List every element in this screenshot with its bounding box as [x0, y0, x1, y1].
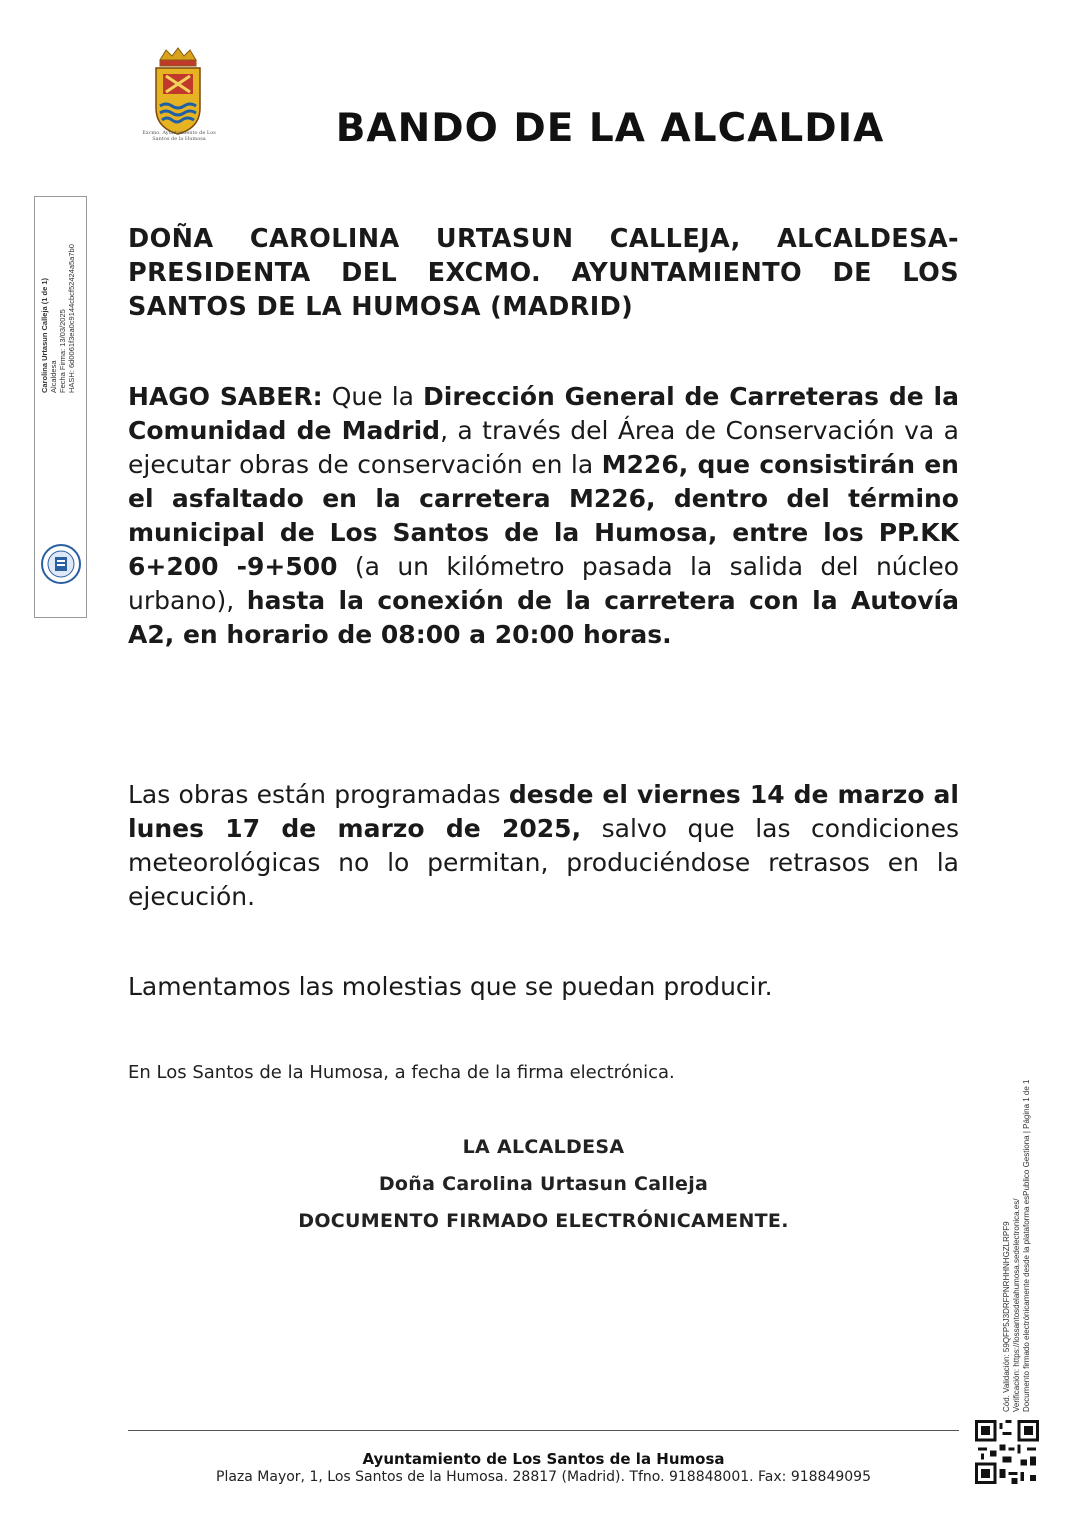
footer-address: Plaza Mayor, 1, Los Santos de la Humosa. 28817 (Madrid). Tfno. 918848001. Fax: 918849095 — [216, 1469, 871, 1485]
decree-heading: DOÑA CAROLINA URTASUN CALLEJA, ALCALDESA-PRESIDENTA DEL EXCMO. AYUNTAMIENTO DE LOS SANTOS DE LA HUMOSA (MADRID) — [128, 224, 959, 322]
obras-text-2: salvo que las condiciones meteorológicas no lo permitan, produciéndose retrasos en la ejecución. — [128, 814, 959, 911]
signature-stamp-date: Fecha Firma: 13/03/2025 — [58, 309, 67, 393]
signature-stamp-box — [34, 196, 87, 618]
crest-caption: Excmo. Ayuntamiento de Los Santos de la Humosa — [142, 130, 216, 142]
hago-text-1: Que la — [322, 382, 424, 411]
validation-code: Cód. Validación: 59QFP5J3DRFPNRHHNHGZLRPF9 — [1002, 1221, 1011, 1412]
validation-side-text — [1002, 952, 1032, 1412]
validation-url: Verificación: https://lossantosdelahumosa.sedelectronica.es/ — [1012, 1198, 1021, 1412]
hago-text-2: , a través del Área de Conservación va a ejecutar obras de conservación en la — [128, 416, 959, 479]
footer-divider — [128, 1430, 959, 1431]
hago-bold-2: M226, que consistirán en el asfaltado en la carretera M226, dentro del término municipal de Los Santos de la Humosa, entre los PP.KK 6+200 -9+500 — [128, 450, 959, 581]
date-place-line: En Los Santos de la Humosa, a fecha de la firma electrónica. — [128, 1062, 675, 1083]
signature-stamp-signer: Carolina Urtasun Calleja (1 de 1) — [40, 277, 49, 393]
apology-paragraph: Lamentamos las molestias que se puedan producir. — [128, 972, 773, 1001]
obras-dates: desde el viernes 14 de marzo al lunes 17 de marzo de 2025, — [128, 780, 959, 843]
validation-platform: Documento firmado electrónicamente desde la plataforma esPublico Gestiona | Página 1 de 1 — [1022, 1079, 1031, 1412]
signature-stamp-hash: HASH: 6d0061f3ea0c9144cbcf52424a5a7b0 — [67, 244, 76, 393]
hago-text-3: (a un kilómetro pasada la salida del núcleo urbano), — [128, 552, 959, 615]
seal-icon — [40, 543, 82, 585]
signature-note: DOCUMENTO FIRMADO ELECTRÓNICAMENTE. — [298, 1210, 789, 1232]
signature-name: Doña Carolina Urtasun Calleja — [378, 1173, 709, 1195]
hago-saber-lead: HAGO SABER: — [128, 382, 323, 411]
hago-bold-3: hasta la conexión de la carretera con la Autovía A2, en horario de 08:00 a 20:00 horas. — [128, 586, 959, 649]
footer-organization: Ayuntamiento de Los Santos de la Humosa — [362, 1450, 725, 1468]
page-title: BANDO DE LA ALCALDIA — [335, 106, 885, 151]
signature-role: LA ALCALDESA — [462, 1136, 625, 1158]
obras-paragraph — [128, 778, 959, 914]
signature-stamp-role: Alcaldesa — [49, 360, 58, 393]
obras-text-1: Las obras están programadas — [128, 780, 509, 809]
hago-bold-1: Dirección General de Carreteras de la Comunidad de Madrid — [128, 382, 959, 445]
qr-code-icon[interactable] — [975, 1420, 1039, 1484]
signature-stamp-text — [40, 93, 76, 393]
hago-saber-paragraph — [128, 380, 959, 652]
